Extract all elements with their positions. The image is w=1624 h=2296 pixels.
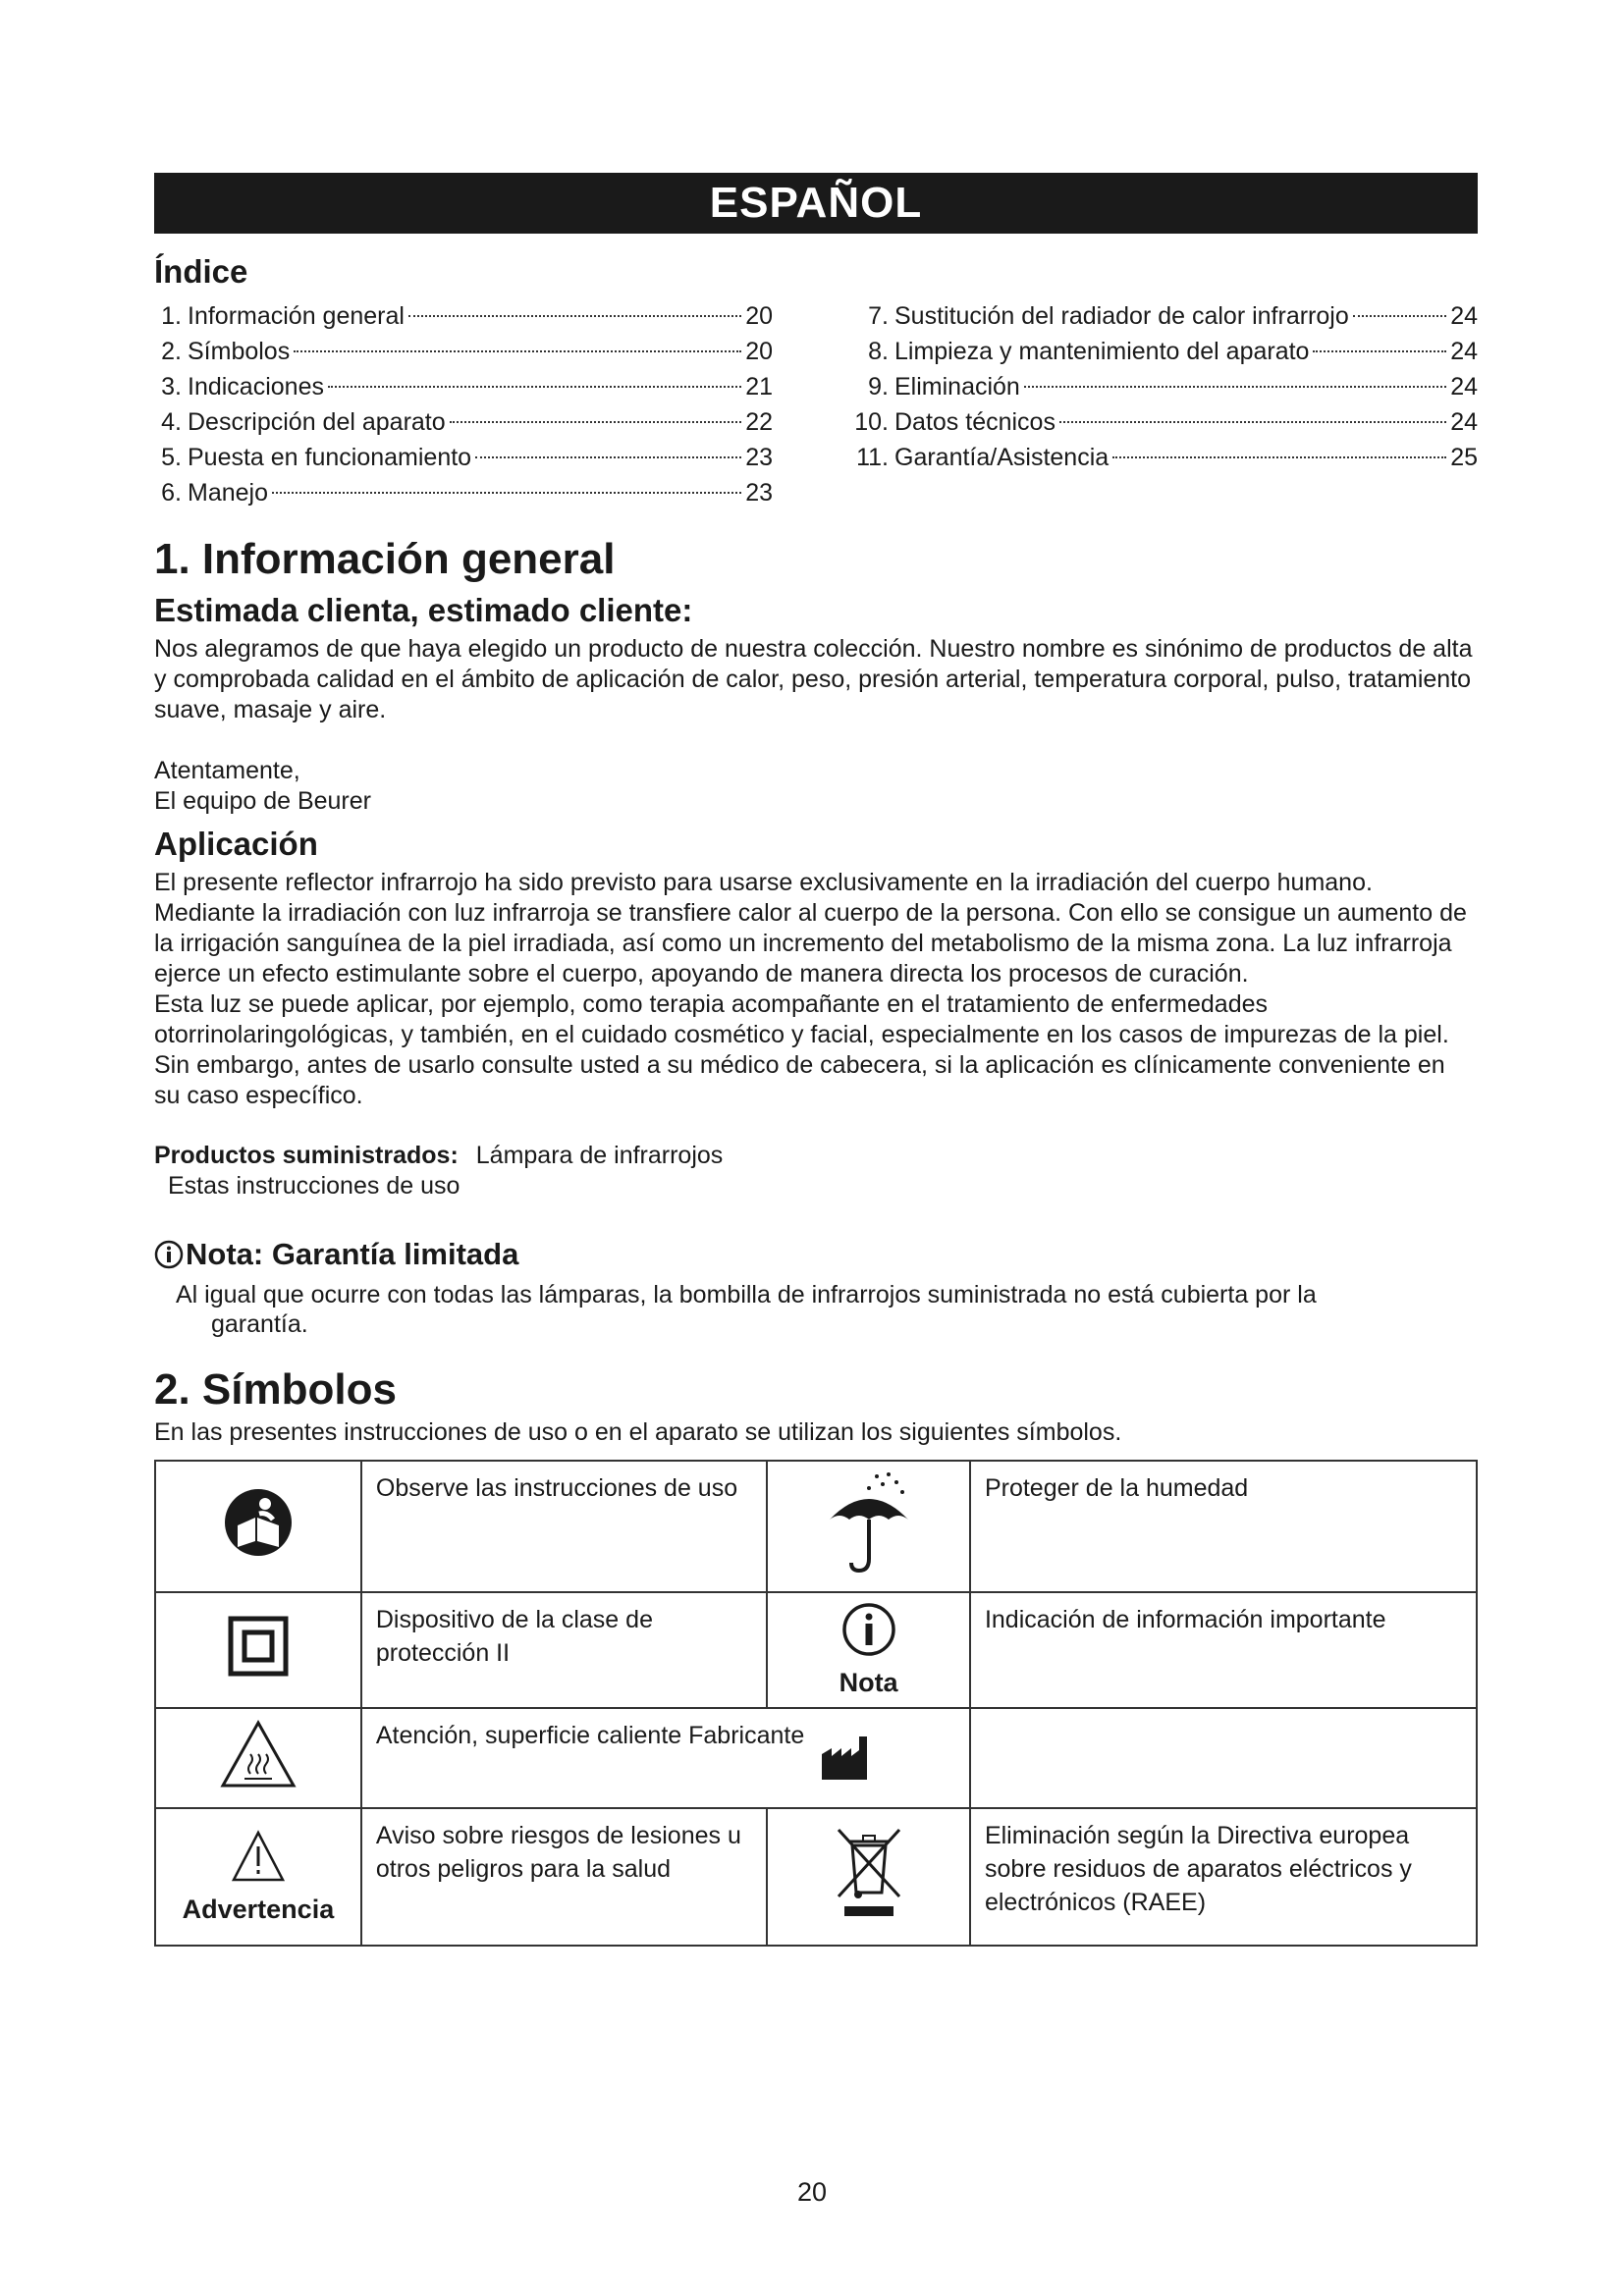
toc-leader — [1059, 421, 1446, 423]
weee-bin-icon — [835, 1824, 903, 1922]
toc-leader — [272, 492, 741, 494]
toc-leader — [1024, 386, 1446, 388]
symbol-cell — [155, 1461, 361, 1592]
symbol-cell — [155, 1708, 361, 1808]
symbol-description: Dispositivo de la clase de protección II — [361, 1592, 767, 1708]
note-title: Nota: Garantía limitada — [186, 1237, 519, 1271]
symbol-description: Aviso sobre riesgos de lesiones u otros peligros para la salud — [361, 1808, 767, 1946]
toc-leader — [450, 421, 742, 423]
toc-entry[interactable]: 2. Símbolos 20 — [161, 338, 773, 365]
symbol-description: Eliminación según la Directiva europea sobre residuos de aparatos eléctricos y electrónicos (RAEE) — [970, 1808, 1477, 1946]
section-2-title: 2. Símbolos — [154, 1365, 397, 1414]
info-icon — [841, 1602, 896, 1657]
toc-leader — [1112, 456, 1446, 458]
warning-icon — [231, 1829, 286, 1884]
greeting-text: Nos alegramos de que haya elegido un producto de nuestra colección. Nuestro nombre es sinónimo de productos de alta y comprobada calidad en el ámbito de aplicación de calor, peso, presión arterial, temperatura corporal, pulso, tratamiento suave, masaje y aire. — [154, 635, 1473, 723]
symbol-cell — [767, 1808, 970, 1946]
toc-entry[interactable]: 7. Sustitución del radiador de calor infrarrojo 24 — [868, 302, 1478, 330]
symbol-description: Proteger de la humedad — [970, 1461, 1477, 1592]
symbol-cell — [155, 1808, 361, 1946]
toc-entry[interactable]: 4. Descripción del aparato 22 — [161, 408, 773, 436]
regards-text: Atentamente, — [154, 757, 300, 784]
symbols-table — [154, 1460, 1478, 1947]
toc-leader — [475, 456, 741, 458]
application-paragraph: Sin embargo, antes de usarlo consulte usted a su médico de cabecera, si la aplicación es clínicamente conveniente en su caso específico. — [154, 1051, 1445, 1109]
note-text: Al igual que ocurre con todas las lámparas, la bombilla de infrarrojos suministrada no está cubierta por la garantía. — [176, 1281, 1317, 1338]
products-item: Estas instrucciones de uso — [168, 1172, 460, 1200]
products-label: Productos suministrados: — [154, 1142, 459, 1169]
toc-entry[interactable]: 1. Información general 20 — [161, 302, 773, 330]
toc-column-left — [154, 298, 773, 510]
table-row — [155, 1592, 1477, 1708]
manual-page — [154, 173, 1478, 1947]
toc-entry[interactable]: 6. Manejo 23 — [161, 479, 773, 507]
table-of-contents — [154, 298, 1478, 510]
toc-entry[interactable]: 10. Datos técnicos 24 — [854, 408, 1478, 436]
symbol-description: Observe las instrucciones de uso — [361, 1461, 767, 1592]
warning-caption: Advertencia — [182, 1894, 335, 1924]
toc-leader — [328, 386, 741, 388]
table-row — [155, 1808, 1477, 1946]
language-header: ESPAÑOL — [154, 173, 1478, 234]
toc-entry[interactable]: 9. Eliminación 24 — [868, 373, 1478, 400]
application-paragraph: Esta luz se puede aplicar, por ejemplo, como terapia acompañante en el tratamiento de enfermedades otorrinolaringológicas, y también, en el cuidado cosmético y facial, especialmente en los casos de impurezas de la piel. — [154, 990, 1449, 1048]
toc-title: Índice — [154, 253, 248, 290]
products-item: Lámpara de infrarrojos — [475, 1142, 724, 1169]
page-number: 20 — [796, 2177, 828, 2207]
section-1-title: 1. Información general — [154, 535, 616, 583]
symbol-cell — [767, 1592, 970, 1708]
umbrella-rain-icon — [820, 1468, 918, 1576]
application-paragraph: El presente reflector infrarrojo ha sido previsto para usarse exclusivamente en la irradiación del cuerpo humano. — [154, 869, 1373, 896]
toc-entry[interactable]: 11. Garantía/Asistencia 25 — [856, 444, 1478, 471]
symbols-intro: En las presentes instrucciones de uso o en el aparato se utilizan los siguientes símbolos. — [154, 1418, 1122, 1446]
note-heading — [154, 1237, 1478, 1272]
class-ii-icon — [227, 1615, 290, 1678]
symbol-description: Atención, superficie caliente Fabricante — [361, 1708, 970, 1808]
manual-icon — [222, 1486, 295, 1559]
application-paragraph: Mediante la irradiación con luz infrarroja se transfiere calor al cuerpo de la persona. Con ello se consigue un aumento de la irrigación sanguínea de la piel irradiada, así como un incremento del metabolismo de la misma zona. La luz infrarroja ejerce un efecto estimulante sobre el cuerpo, apoyando de manera directa los procesos de curación. — [154, 899, 1467, 988]
table-row — [155, 1461, 1477, 1592]
info-caption: Nota — [839, 1667, 898, 1697]
info-icon — [154, 1240, 184, 1269]
manufacturer-icon — [820, 1735, 869, 1782]
hot-surface-icon — [219, 1719, 298, 1789]
symbol-description: Indicación de información importante — [970, 1592, 1477, 1708]
toc-entry[interactable]: 3. Indicaciones 21 — [161, 373, 773, 400]
symbol-cell — [767, 1461, 970, 1592]
toc-leader — [1353, 315, 1446, 317]
table-row — [155, 1708, 1477, 1808]
application-title: Aplicación — [154, 826, 318, 862]
team-signature: El equipo de Beurer — [154, 787, 371, 815]
toc-leader — [294, 350, 741, 352]
symbol-cell — [155, 1592, 361, 1708]
toc-entry[interactable]: 5. Puesta en funcionamiento 23 — [161, 444, 773, 471]
toc-leader — [1313, 350, 1446, 352]
greeting-title: Estimada clienta, estimado cliente: — [154, 592, 693, 628]
toc-entry[interactable]: 8. Limpieza y mantenimiento del aparato 24 — [868, 338, 1478, 365]
toc-leader — [408, 315, 741, 317]
toc-column-right — [849, 298, 1478, 510]
symbol-description — [970, 1708, 1477, 1808]
supplied-products — [154, 1141, 1478, 1201]
